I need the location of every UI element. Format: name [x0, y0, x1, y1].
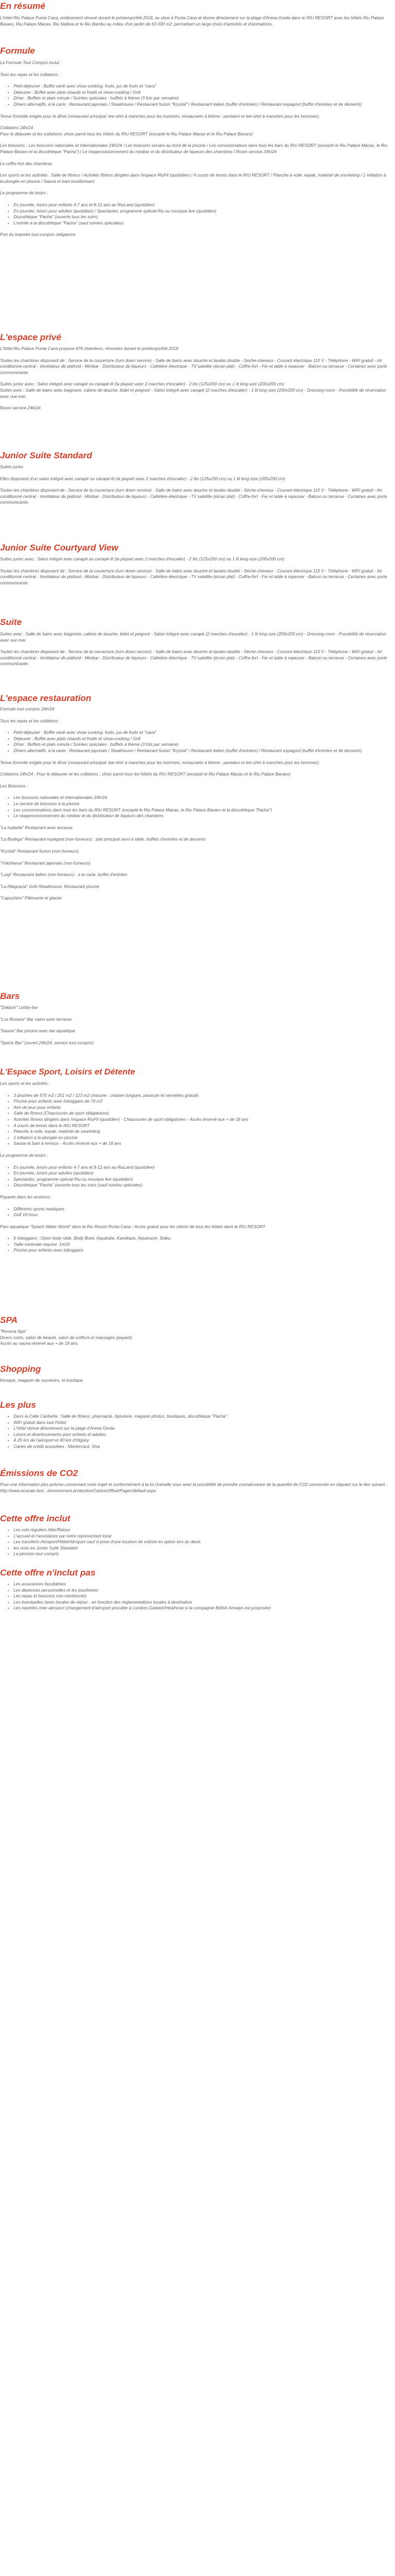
- restaurant-entry: "Krystal" Restaurant fusion (non-fumeurs): [0, 848, 79, 854]
- paragraph: Divers soins, salon de beauté, salon de coiffure et massages (payant).: [0, 1335, 133, 1340]
- paragraph: Les sports et les activités :: [0, 1081, 51, 1086]
- list-item: • En journée, loisirs pour adultes (quotidien): [14, 1170, 390, 1177]
- restaurant-entry: "La Isabella" Restaurant avec terrasse: [0, 825, 73, 830]
- plus-block: [0, 1414, 390, 1450]
- list-item: • L'entrée à la discothèque "Pacha" (sauf soirées spéciales): [14, 220, 390, 227]
- list-item: • Taille minimale requise: 1m20: [14, 1242, 390, 1248]
- paragraph: Tenue formelle exigée pour le dîner (restaurant principal: tee-shirt à manches pour les hommes; restaurants à thème : pantalon et tee-shirt à manches pour les hommes).: [0, 760, 320, 765]
- inclut-list: [0, 1527, 390, 1557]
- bar-entry: "Sports Bar" (ouvert 24h/24, service tout compris): [0, 1040, 94, 1045]
- paragraph: Tous les repas et les collations :: [0, 72, 60, 77]
- paragraph: Kiosque, magasin de souvenirs, et boutique.: [0, 1378, 84, 1383]
- list-item: • Les assurances facultatives: [14, 1581, 390, 1587]
- list-item: • En journée, loisirs pour enfants 4-7 ans et 8-12 ans au RiuLand (quotidien): [14, 1165, 390, 1171]
- restaurant-entry: "Luigi" Restaurant italien (non-fumeurs) : à la carte, buffet d'entrées: [0, 872, 128, 878]
- list-item: • 6 toboggans : Open body slide, Body Bowl, Aquatube, Kamikaze, Aquaracer, Staku.: [14, 1235, 390, 1242]
- paragraph: Port du bracelet tout compris obligatoire: [0, 232, 76, 237]
- list-item: • Dîner : Buffets et plats minute / Soirées spéciales : buffets à thème (3 fois par semaine): [14, 95, 390, 102]
- section-title-junior-suite-standard: Junior Suite Standard: [0, 451, 92, 460]
- paragraph: Le coffre-fort des chambres: [0, 161, 53, 166]
- bars-block: [0, 1005, 390, 1046]
- section-title-sport: L'Espace Sport, Loisirs et Détente: [0, 1068, 135, 1077]
- payant-list: [0, 1206, 390, 1218]
- list-item: • Les vols réguliers Aller/Retour: [14, 1527, 390, 1533]
- paragraph: L'hôtel Riu Palace Punta Cana propose 676 chambres, rénovées durant le printemps/été 2018: [0, 346, 179, 351]
- paragraph: Suites avec : Salle de bains avec baignoire, cabine de douche, bidet et peignoir - Salon intégré avec canapé (2 marches d'escalier) - 1 lit king-size (200x200 cm) - Dressing-room - Possibilité de réservation avec vue mer.: [0, 632, 387, 643]
- list-item: • Spectacles, programme spécial Riu ou musique live (quotidien): [14, 1177, 390, 1183]
- formule-block: [0, 60, 390, 238]
- paragraph: Toutes les chambres disposent de : Service de la couverture (turn down service) - Salle de bains avec douche et lavabo double - Sèche-cheveux - Courant électrique 110 V - Téléphone - WiFi gratuit - Air conditionné central - Ventilateur de plafond - Minibar - Distributeur de liqueurs - Cafetière électrique - TV satellite (écran plat) - Coffre-fort - Fer et table à repasser - Balcon ou terrasse - Certaines avec porte communicante.: [0, 358, 387, 375]
- paragraph: Accès au sauna réservé aux + de 18 ans.: [0, 1341, 79, 1346]
- list-item: • En journée, loisirs pour adultes (quotidien) / Spectacles, programme spécial Riu ou musique live (quotidien): [14, 208, 390, 215]
- list-item: • WiFi gratuit dans tout l'hôtel: [14, 1420, 390, 1426]
- paragraph: Pour le déjeuner et les collations: choix parmi tous les hôtels du RIU RESORT (excepté le Riu Palace Macao et le Riu Palace Bavaro): [0, 131, 253, 136]
- section-title-suite: Suite: [0, 617, 22, 627]
- inclut-block: [0, 1527, 390, 1557]
- list-item: • Salle de fitness (Chaussures de sport obligatoires): [14, 1110, 390, 1117]
- espace-prive-block: [0, 346, 390, 411]
- list-item: • Planche à voile, kayak, matériel de snorkeling: [14, 1129, 390, 1135]
- list-item: • En journée, loisirs pour enfants 4-7 ans et 8-12 ans au RiuLand (quotidien): [14, 202, 390, 208]
- paragraph: L'hôtel Riu Palace Punta Cana, entièrement rénové durant le printemps/été 2018, se situe à Punta Cana et donne directement sur la plage d'Arena Gorda dans le RIU RESORT avec les hôtels Riu Palace Bavaro, Riu Palace Macao, Riu Naiboa et le Riu Bambu au milieu d'un jardin de 63 000 m2, permettant un large choix d'activités et d'animations.: [0, 16, 384, 27]
- paragraph: Payante dans les environs :: [0, 1194, 53, 1199]
- paragraph: Parc aquatique "Splash Water World" dans le Riu Resort Punta Cana : Accès gratuit pour les clients de tous les hôtels dans le RIU RESORT: [0, 1224, 265, 1229]
- list-item: • Différents sports nautiques: [14, 1206, 390, 1212]
- restaurant-entry: "La Altagracia" Grill-/Steakhouse, Restaurant piscine: [0, 884, 100, 889]
- bar-entry: "Saona" Bar piscine avec bar aquatique: [0, 1029, 76, 1034]
- spa-block: [0, 1329, 390, 1347]
- list-item: • L'hôtel donne directement sur la plage d'Arena Gorda: [14, 1425, 390, 1432]
- list-item: • Cartes de crédit acceptées : Mastercard, Visa: [14, 1444, 390, 1450]
- paragraph: Suites avec : Salle de bains avec baignoire, cabine de douche, bidet et peignoir - Salon intégré avec canapé (2 marches d'escalier) - 1 lit king-size (200x200 cm) - Dressing-room - Possibilité de réservation avec vue mer.: [0, 387, 387, 399]
- list-item: • Déjeuner : Buffet avec plats chauds et froids et show-cooking / Grill: [14, 90, 390, 96]
- bar-entry: "Los Rosario" Bar salon avec terrasse: [0, 1017, 72, 1022]
- list-item: • Dans la Calle Caribeña : Salle de fitness, pharmacie, bijouterie, magasin photos, boutiques, discothèque "Pacha".: [14, 1414, 390, 1420]
- paragraph: "Renova Spa": [0, 1329, 27, 1334]
- bar-entry: "Daiquiri" Lobby-bar: [0, 1005, 38, 1010]
- list-item: • Les navettes inter-aéroport (changement d'aéroport possible à Londres Gatwick/Heathrow si la compagnie British Airways est proposée): [14, 1605, 390, 1611]
- parc-list: [0, 1235, 390, 1254]
- jscv-block: [0, 556, 390, 586]
- sports-list: [0, 1093, 390, 1147]
- list-item: • Dîners alternatifs, à la carte : Restaurant japonais / Steakhouse / Restaurant fusion "Krystal" / Restaurant italien (buffet d'entrées) / Restaurant espagnol (buffet d'entrées et de desserts): [14, 102, 390, 108]
- section-title-les-plus: Les plus: [0, 1400, 36, 1410]
- section-title-bars: Bars: [0, 991, 20, 1001]
- list-item: • Discothèque "Pacha" (ouverte tous les soirs (sauf soirées spéciales): [14, 1182, 390, 1189]
- section-title-spa: SPA: [0, 1315, 18, 1325]
- paragraph: Pour une information plus précise concernant votre trajet et conformément à la loi Grenelle vous avez la possibilité de prendre connaissance de la quantité de CO2 concernée en cliquant sur le lien suivant : http://www.ecocalc-test.../environment-protection/CarbonOffset/Pages/default.aspx: [0, 1482, 388, 1493]
- paragraph: Tenue formelle exigée pour le dîner (restaurant principal: tee-shirt à manches pour les hommes; restaurants à thème : pantalon et tee-shirt à manches pour les hommes).: [0, 114, 320, 119]
- list-item: • Les éventuelles taxes locales de séjour - en fonction des réglementations locales à destination: [14, 1599, 390, 1606]
- list-item: • Golf 18 trous: [14, 1212, 390, 1218]
- paragraph: Les Boissons :: [0, 783, 28, 789]
- restaurant-entry: "Yokohama" Restaurant japonais (non-fumeurs): [0, 860, 91, 866]
- paragraph: Suites junior: [0, 465, 24, 469]
- paragraph: Les boissons : Les boissons nationales et internationales 24h/24 / Les boissons servies au bord de la piscine / Les consommations dans tous les bars du RIU RESORT (excepté le Riu Palace Macao, le Riu Palace Bavaro et la discothèque "Pacha") / Le réapprovisionnement du minibar et du distributeur de liqueurs des chambres / Room-service 24h/24: [0, 143, 388, 154]
- list-item: • Activités fitness dirigées dans l'espace RiuFit (quotidien) - Chaussures de sport obligatoires - Accès réservé aux + de 18 ans: [14, 1117, 390, 1123]
- paragraph: Formule tout compris 24h/24: [0, 707, 55, 711]
- en-resume-text: [0, 15, 390, 27]
- paragraph: Room-service 24h/24: [0, 406, 41, 411]
- list-item: • Les repas et boissons non mentionnés: [14, 1593, 390, 1599]
- list-item: • Les boissons nationales et internationales 24h/24: [14, 795, 390, 801]
- co2-block: [0, 1482, 390, 1494]
- list-item: • Petit-déjeuner : Buffet varié avec show cooking, fruits, jus de fruits et "cava": [14, 730, 390, 736]
- list-item: • Le réapprovisionnement du minibar et du distributeur de liqueurs des chambres: [14, 813, 390, 819]
- list-item: • Déjeuner : Buffet avec plats chauds et froids et show-cooking / Grill: [14, 736, 390, 742]
- paragraph: Toutes les chambres disposent de : Service de la couverture (turn down service) - Salle de bains avec douche et lavabo double - Sèche-cheveux - Courant électrique 110 V - Téléphone - WiFi gratuit - Air conditionné central - Ventilateur de plafond - Minibar - Distributeur de liqueurs - Cafetière électrique - TV satellite (écran plat) - Coffre-fort - Fer et table à repasser - Balcon ou terrasse - Certaines avec porte communicante.: [0, 568, 387, 585]
- paragraph: La Formule Tout Compris inclut :: [0, 60, 62, 65]
- paragraph: Suites junior avec : Salon intégré avec canapé ou canapé-lit (la plupart avec 2 marches d'escalier) - 2 lits (125x200 cm) ou 1 lit king-size (200x200 cm): [0, 557, 285, 561]
- programme-list: [0, 202, 390, 226]
- sport-block: [0, 1081, 390, 1254]
- section-title-espace-prive: L'espace privé: [0, 332, 61, 342]
- paragraph: Elles disposent d'un salon intégré avec canapé ou canapé-lit (la plupart avec 2 marches d'escalier) - 2 lits (125x200 cm) ou 1 lit king-size (200x200 cm): [0, 476, 286, 481]
- paragraph: Le programme de loisirs :: [0, 1153, 48, 1158]
- list-item: • Sauna et bain à remous - Accès réservé aux + de 18 ans: [14, 1141, 390, 1147]
- list-item: • les nuits en Junior Suite Standard: [14, 1545, 390, 1552]
- list-item: • Les transferts Aéroport/Hôtel/Aéroport sauf si prise d'une location de voiture en option lors du devis: [14, 1539, 390, 1545]
- list-item: • Petit-déjeuner : Buffet varié avec show cooking, fruits, jus de fruits et "cava": [14, 83, 390, 90]
- ninclut-block: [0, 1581, 390, 1611]
- jss-block: [0, 464, 390, 506]
- restaurant-entry: "Capuchino" Pâtisserie et glacier: [0, 896, 62, 901]
- list-item: • Le service de boissons à la piscine: [14, 801, 390, 807]
- list-item: • Discothèque "Pacha" (ouverte tous les soirs): [14, 214, 390, 220]
- paragraph: Les sports et les activités : Salle de fitness / Activités fitness dirigées dans l'espace RiuFit (quotidien) / 4 courts de tennis dans le RIU RESORT / Planche à voile, kayak, matériel de snorkeling / 1 initiation à la plongée en piscine / Sauna et bain bouillonnant: [0, 173, 386, 184]
- section-title-junior-suite-courtyard: Junior Suite Courtyard View: [0, 543, 119, 553]
- collations-list: [0, 83, 390, 107]
- list-item: • 3 piscines de 570 m2 / 201 m2 / 123 m2 chacune : chaises longues, parasols et serviettes gratuits: [14, 1093, 390, 1099]
- plus-list: [0, 1414, 390, 1450]
- list-item: • Piscine pour enfants avec toboggans: [14, 1247, 390, 1254]
- list-item: • 4 courts de tennis dans le RIU RESORT: [14, 1123, 390, 1129]
- suite-block: [0, 631, 390, 667]
- list-item: • Dîners alternatifs, à la carte : Restaurant japonais / Steakhouse / Restaurant fusion "Krystal" / Restaurant italien (buffet d'entrées) / Restaurant espagnol (buffet d'entrées et de desserts): [14, 748, 390, 754]
- loisirs-list: [0, 1165, 390, 1189]
- section-title-restauration: L'espace restauration: [0, 693, 92, 703]
- paragraph: Le programme de loisirs :: [0, 191, 48, 196]
- drinks-list: [0, 795, 390, 819]
- list-item: • Les consommations dans tous les bars du RIU RESORT (excepté le Riu Palace Macao, le Riu Palace Bavaro et la discothèque "Pacha"): [14, 807, 390, 814]
- paragraph: Toutes les chambres disposent de : Service de la couverture (turn down service) - Salle de bains avec douche et lavabo double - Sèche-cheveux - Courant électrique 110 V - Téléphone - WiFi gratuit - Air conditionné central - Ventilateur de plafond - Minibar - Distributeur de liqueurs - Cafetière électrique - TV satellite (écran plat) - Coffre-fort - Fer et table à repasser - Balcon ou terrasse - Certaines avec porte communicante.: [0, 649, 387, 667]
- list-item: • 1 initiation à la plongée en piscine: [14, 1135, 390, 1141]
- paragraph: Tous les repas et les collations :: [0, 718, 60, 723]
- section-title-co2: Émissions de CO2: [0, 1468, 78, 1478]
- paragraph: Collations 24h/24: [0, 126, 33, 131]
- paragraph: Collations 24h/24 : Pour le déjeuner et les collations : choix parmi tous les hôtels du RIU RESORT (excepté le Riu Palace Macao et le Riu Palace Bavaro): [0, 772, 291, 777]
- section-title-shopping: Shopping: [0, 1364, 41, 1374]
- list-item: • L'accueil et l'assistance par notre représentant local: [14, 1533, 390, 1540]
- list-item: • A 25 km de l'aéroport et 40 km d'Higüey: [14, 1437, 390, 1444]
- restauration-block: [0, 706, 390, 902]
- list-item: • Loisirs et divertissements pour enfants et adultes: [14, 1432, 390, 1438]
- section-title-en-resume: En résumé: [0, 1, 45, 11]
- list-item: • Piscine pour enfants avec toboggans de 70 m2: [14, 1098, 390, 1105]
- list-item: • Aire de jeux pour enfants: [14, 1105, 390, 1111]
- paragraph: Toutes les chambres disposent de : Service de la couverture (turn down service) - Salle de bains avec douche et lavabo double - Sèche-cheveux - Courant électrique 110 V - Téléphone - WiFi gratuit - Air conditionné central - Ventilateur de plafond - Minibar - Distributeur de liqueurs - Cafetière électrique - TV satellite (écran plat) - Coffre-fort - Fer et table à repasser - Balcon ou terrasse - Certaines avec porte communicante.: [0, 488, 387, 505]
- ninclut-list: [0, 1581, 390, 1611]
- restaurant-entry: "La Bodega" Restaurant espagnol (non-fumeurs) : plat principal servi à table, buffets d'entrées et de desserts: [0, 837, 206, 842]
- section-title-formule: Formule: [0, 46, 35, 56]
- shopping-block: [0, 1378, 390, 1384]
- section-title-offre-inclut: Cette offre inclut: [0, 1514, 70, 1523]
- list-item: • Dîner : Buffets et plats minute / Soirées spéciales : buffets à thème (3 fois par semaine): [14, 742, 390, 748]
- list-item: • La pension tout compris: [14, 1551, 390, 1557]
- meals-list: [0, 730, 390, 754]
- list-item: • Les dépenses personnelles et les pourboires: [14, 1587, 390, 1594]
- paragraph: Suites junior avec : Salon intégré avec canapé ou canapé-lit (la plupart avec 2 marches d'escalier) - 2 lits (125x200 cm) ou 1 lit king-size (200x200 cm): [0, 382, 285, 387]
- section-title-offre-ninclut: Cette offre n'inclut pas: [0, 1568, 96, 1578]
